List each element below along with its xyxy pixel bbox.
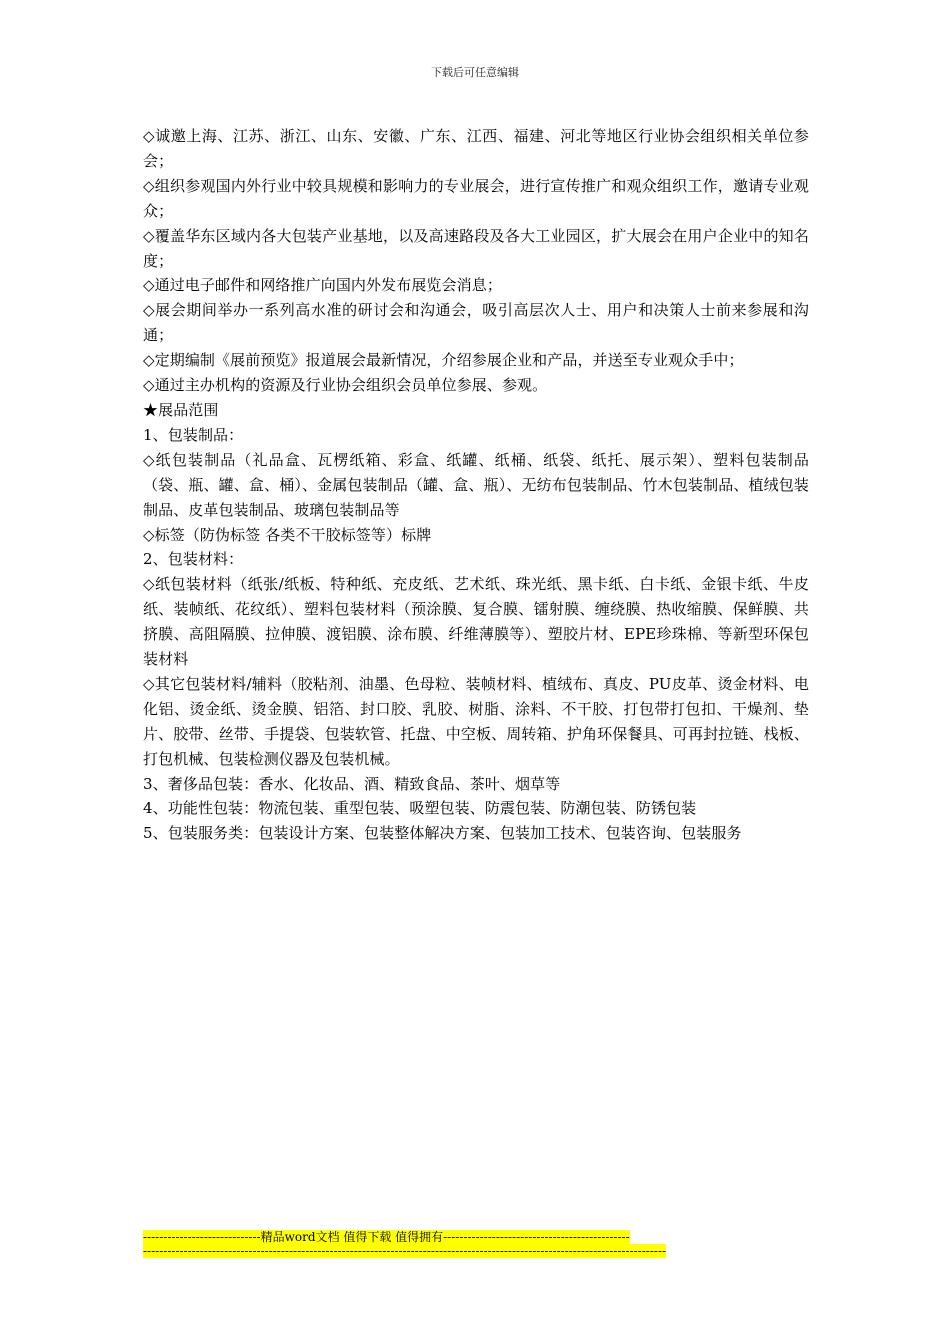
- footer-text: -----------------------------精品word文档 值得下载 值得拥有----------------------------------------------: [143, 1230, 630, 1244]
- paragraph: ◇展会期间举办一系列高水准的研讨会和沟通会，吸引高层次人士、用户和决策人士前来参展和沟通；: [143, 301, 809, 345]
- list-heading: 1、包装制品：: [143, 425, 244, 444]
- list-item: 4、功能性包装：物流包装、重型包装、吸塑包装、防震包装、防潮包装、防锈包装: [143, 799, 697, 818]
- paragraph: ◇覆盖华东区域内各大包装产业基地，以及高速路段及各大工业园区，扩大展会在用户企业中的知名度；: [143, 226, 809, 270]
- paragraph: ◇通过主办机构的资源及行业协会组织会员单位参展、参观。: [143, 376, 548, 395]
- paragraph: ◇其它包装材料/辅料（胶粘剂、油墨、色母粒、装帧材料、植绒布、真皮、PU皮革、烫金材料、电化铝、烫金纸、烫金膜、铝箔、封口胶、乳胶、树脂、涂料、不干胶、打包带打包扣、干燥剂、垫片、胶带、丝带、手提袋、包装软管、托盘、中空板、周转箱、护角环保餐具、可再封拉链、栈板、打包机械、包装检测仪器及包装机械。: [143, 674, 809, 768]
- page-footer: [143, 1230, 743, 1258]
- document-body: [143, 124, 809, 846]
- paragraph: ◇纸包装制品（礼品盒、瓦楞纸箱、彩盒、纸罐、纸桶、纸袋、纸托、展示架）、塑料包装制品（袋、瓶、罐、盒、桶）、金属包装制品（罐、盒、瓶）、无纺布包装制品、竹木包装制品、植绒包装制品、皮革包装制品、玻璃包装制品等: [143, 450, 809, 519]
- footer-line: [143, 1230, 743, 1244]
- paragraph: ◇诚邀上海、江苏、浙江、山东、安徽、广东、江西、福建、河北等地区行业协会组织相关单位参会；: [143, 127, 809, 170]
- list-item: 5、包装服务类：包装设计方案、包装整体解决方案、包装加工技术、包装咨询、包装服务: [143, 824, 742, 843]
- paragraph: ◇纸包装材料（纸张/纸板、特种纸、充皮纸、艺术纸、珠光纸、黑卡纸、白卡纸、金银卡纸、牛皮纸、装帧纸、花纹纸）、塑料包装材料（预涂膜、复合膜、镭射膜、缠绕膜、热收缩膜、保鲜膜、共挤膜、高阻隔膜、拉伸膜、渡铝膜、涂布膜、纤维薄膜等）、塑胶片材、EPE珍珠棉、等新型环保包装材料: [143, 575, 809, 669]
- page-header: 下载后可任意编辑: [431, 66, 519, 79]
- paragraph: ◇通过电子邮件和网络推广向国内外发布展览会消息；: [143, 276, 502, 295]
- list-item: 3、奢侈品包装：香水、化妆品、酒、精致食品、茶叶、烟草等: [143, 774, 561, 793]
- footer-divider: [143, 1244, 743, 1258]
- footer-dashes: ---------------------------------------------------------------------------------------------------------------------------------: [143, 1244, 667, 1258]
- section-heading: ★展品范围: [143, 400, 219, 419]
- paragraph: ◇定期编制《展前预览》报道展会最新情况，介绍参展企业和产品，并送至专业观众手中；: [143, 351, 744, 370]
- paragraph: ◇标签（防伪标签 各类不干胶标签等）标牌: [143, 525, 432, 544]
- list-heading: 2、包装材料：: [143, 550, 244, 569]
- paragraph: ◇组织参观国内外行业中较具规模和影响力的专业展会，进行宣传推广和观众组织工作，邀请专业观众；: [143, 176, 809, 220]
